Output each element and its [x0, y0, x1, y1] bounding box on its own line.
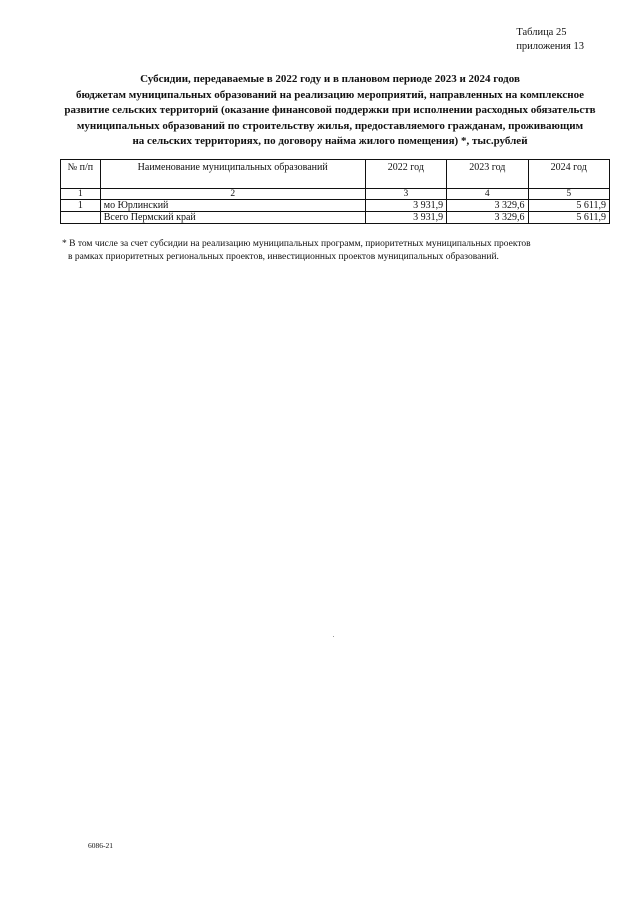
- title-line: бюджетам муниципальных образований на реализацию мероприятий, направленных на комплексное: [75, 88, 585, 101]
- index-cell: 3: [365, 189, 446, 200]
- footnote: [62, 238, 531, 264]
- index-cell: 1: [61, 189, 101, 200]
- header-2024: 2024 год: [528, 160, 609, 189]
- subsidies-table: [60, 159, 610, 224]
- row-2023: 3 329,6: [447, 212, 528, 224]
- footnote-line: в рамках приоритетных региональных проектов, инвестиционных проектов муниципальных образований.: [68, 252, 499, 262]
- index-cell: 4: [447, 189, 528, 200]
- row-name: Всего Пермский край: [100, 212, 365, 224]
- row-name: мо Юрлинский: [100, 200, 365, 212]
- title-line: на сельских территориях, по договору найма жилого помещения) *, тыс.рублей: [132, 135, 528, 147]
- table-row: [61, 200, 610, 212]
- column-index-row: [61, 189, 610, 200]
- header-name: Наименование муниципальных образований: [100, 160, 365, 189]
- scan-speck: [333, 636, 334, 637]
- header-num: № п/п: [61, 160, 101, 189]
- row-2022: 3 931,9: [365, 200, 446, 212]
- header-2022: 2022 год: [365, 160, 446, 189]
- row-2023: 3 329,6: [447, 200, 528, 212]
- title-line: Субсидии, передаваемые в 2022 году и в плановом периоде 2023 и 2024 годов: [140, 73, 520, 85]
- title-line: муниципальных образований по строительству жилья, предоставляемого гражданам, проживающим: [76, 119, 584, 132]
- appendix-label: приложения 13: [516, 41, 584, 52]
- table-reference: [516, 26, 584, 54]
- footnote-line: * В том числе за счет субсидии на реализацию муниципальных программ, приоритетных муниципальных проектов: [62, 239, 531, 249]
- row-2024: 5 611,9: [528, 212, 609, 224]
- table-header-row: [61, 160, 610, 189]
- row-num: [61, 212, 101, 224]
- title-line: развитие сельских территорий (оказание финансовой поддержки при исполнении расходных обязательств: [64, 104, 596, 116]
- row-num: 1: [61, 200, 101, 212]
- header-2023: 2023 год: [447, 160, 528, 189]
- document-title: [60, 72, 600, 150]
- index-cell: 5: [528, 189, 609, 200]
- table-label: Таблица 25: [516, 27, 567, 38]
- document-code: 6086-21: [88, 841, 113, 850]
- index-cell: 2: [100, 189, 365, 200]
- row-2024: 5 611,9: [528, 200, 609, 212]
- row-2022: 3 931,9: [365, 212, 446, 224]
- table-row-total: [61, 212, 610, 224]
